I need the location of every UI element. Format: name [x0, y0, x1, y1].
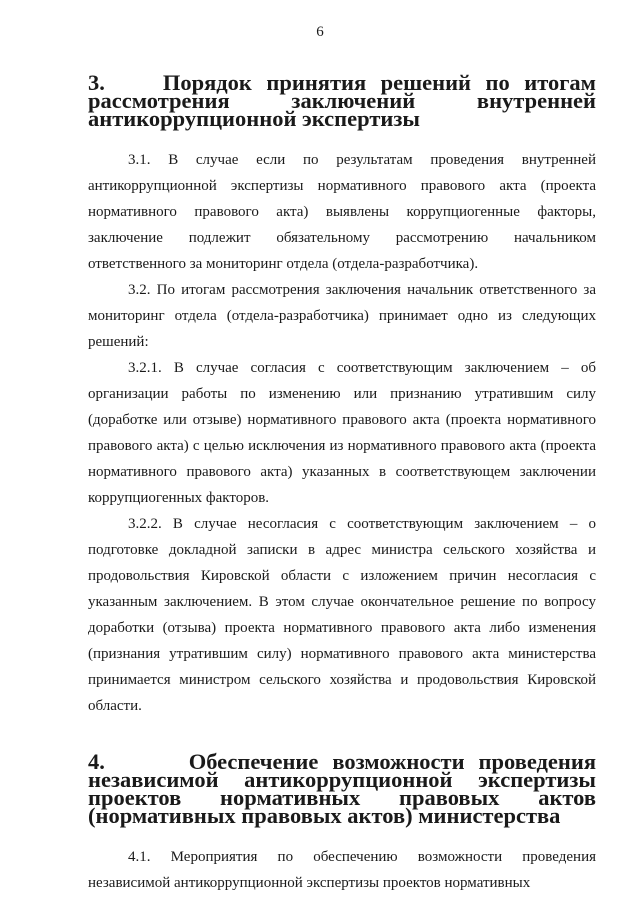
- document-body: [88, 70, 597, 896]
- section-3-title: Порядок принятия решений по итогам рассмотрения заключений внутренней антикоррупционной экспертизы: [88, 70, 596, 131]
- section-3-heading: [88, 70, 596, 131]
- page-number: 6: [316, 24, 324, 40]
- section-4-heading: [88, 749, 597, 828]
- paragraph-3-2: 3.2. По итогам рассмотрения заключения начальник ответственного за мониторинг отдела (отдела-разработчика) принимает одно из следующих решений:: [88, 282, 596, 350]
- paragraph-3-2-1: 3.2.1. В случае согласия с соответствующим заключением – об организации работы по изменению или признанию утратившим силу (доработке или отзыве) нормативного правового акта (проекта нормативного правового акта) с целью исключения из нормативного правового акта (проекта нормативного правового акта) указанных в соответствующем заключении коррупциогенных факторов.: [88, 360, 596, 506]
- paragraph-3-2-2: 3.2.2. В случае несогласия с соответствующим заключением – о подготовке докладной записки в адрес министра сельского хозяйства и продовольствия Кировской области с изложением причин несогласия с указанным заключением. В этом случае окончательное решение по вопросу доработки (отзыва) проекта нормативного правового акта либо изменения (признания утратившим силу) нормативного правового акта министерства принимается министром сельского хозяйства и продовольствия Кировской области.: [88, 516, 596, 714]
- paragraph-4-1: 4.1. Мероприятия по обеспечению возможности проведения независимой антикоррупционной экспертизы проектов нормативных: [88, 849, 596, 891]
- section-4-title: Обеспечение возможности проведения независимой антикоррупционной экспертизы проектов нормативных правовых актов (нормативных правовых актов) министерства: [88, 749, 597, 828]
- section-3-number: 3.: [88, 70, 105, 95]
- paragraph-3-1: 3.1. В случае если по результатам проведения внутренней антикоррупционной экспертизы нормативного правового акта (проекта нормативного правового акта) выявлены коррупциогенные факторы, заключение подлежит обязательному рассмотрению начальником ответственного за мониторинг отдела (отдела-разработчика).: [88, 152, 596, 272]
- section-4-number: 4.: [88, 749, 105, 774]
